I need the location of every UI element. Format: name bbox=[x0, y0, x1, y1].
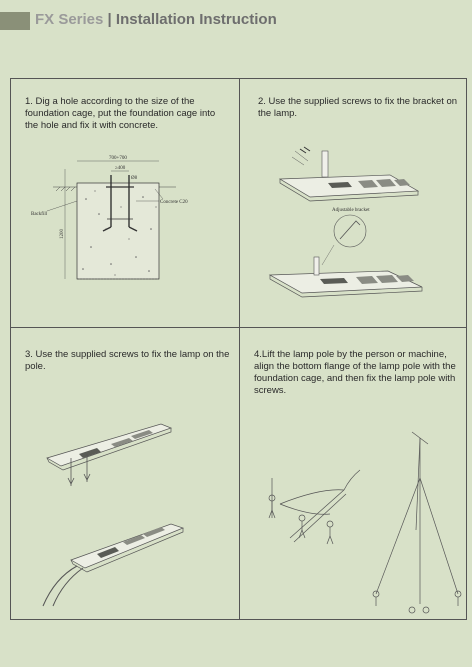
bar-diameter-label: Ø8 bbox=[131, 176, 138, 181]
series-name: FX Series bbox=[35, 11, 104, 28]
anchor-spacing-label: ≥400 bbox=[115, 166, 126, 171]
top-dimension-label: 700+700 bbox=[109, 156, 127, 161]
bracket-diagram bbox=[240, 79, 468, 327]
bracket-label: Adjustable bracket bbox=[332, 208, 370, 213]
title-text: Installation Instruction bbox=[115, 11, 277, 28]
step-1-text: 1. Dig a hole according to the size of the foundation cage, put the foundation cage into the hole and fix it with concrete. bbox=[25, 96, 216, 131]
depth-dimension-label: 1200 bbox=[60, 229, 65, 239]
step-4-cell bbox=[240, 328, 468, 620]
step-4-text: 4.Lift the lamp pole by the person or machine, align the bottom flange of the lamp pole with the foundation cage, and then fix the lamp pole with screws. bbox=[254, 349, 456, 396]
step-3-text: 3. Use the supplied screws to fix the lamp on the pole. bbox=[25, 349, 230, 372]
instruction-grid bbox=[10, 78, 467, 620]
step-2-cell bbox=[240, 79, 468, 327]
concrete-label: Concrete C20 bbox=[160, 200, 188, 205]
page-title bbox=[35, 11, 277, 28]
step-1-cell bbox=[11, 79, 239, 327]
foundation-diagram bbox=[11, 79, 239, 327]
header-accent-bar bbox=[0, 12, 30, 30]
step-2-text: 2. Use the supplied screws to fix the bracket on the lamp. bbox=[258, 96, 458, 119]
step-3-cell bbox=[11, 328, 239, 620]
backfill-label: Backfill bbox=[31, 212, 48, 217]
title-separator: | bbox=[107, 11, 112, 28]
lamp-pole-diagram bbox=[11, 328, 239, 620]
pole-lifting-diagram bbox=[240, 328, 468, 620]
